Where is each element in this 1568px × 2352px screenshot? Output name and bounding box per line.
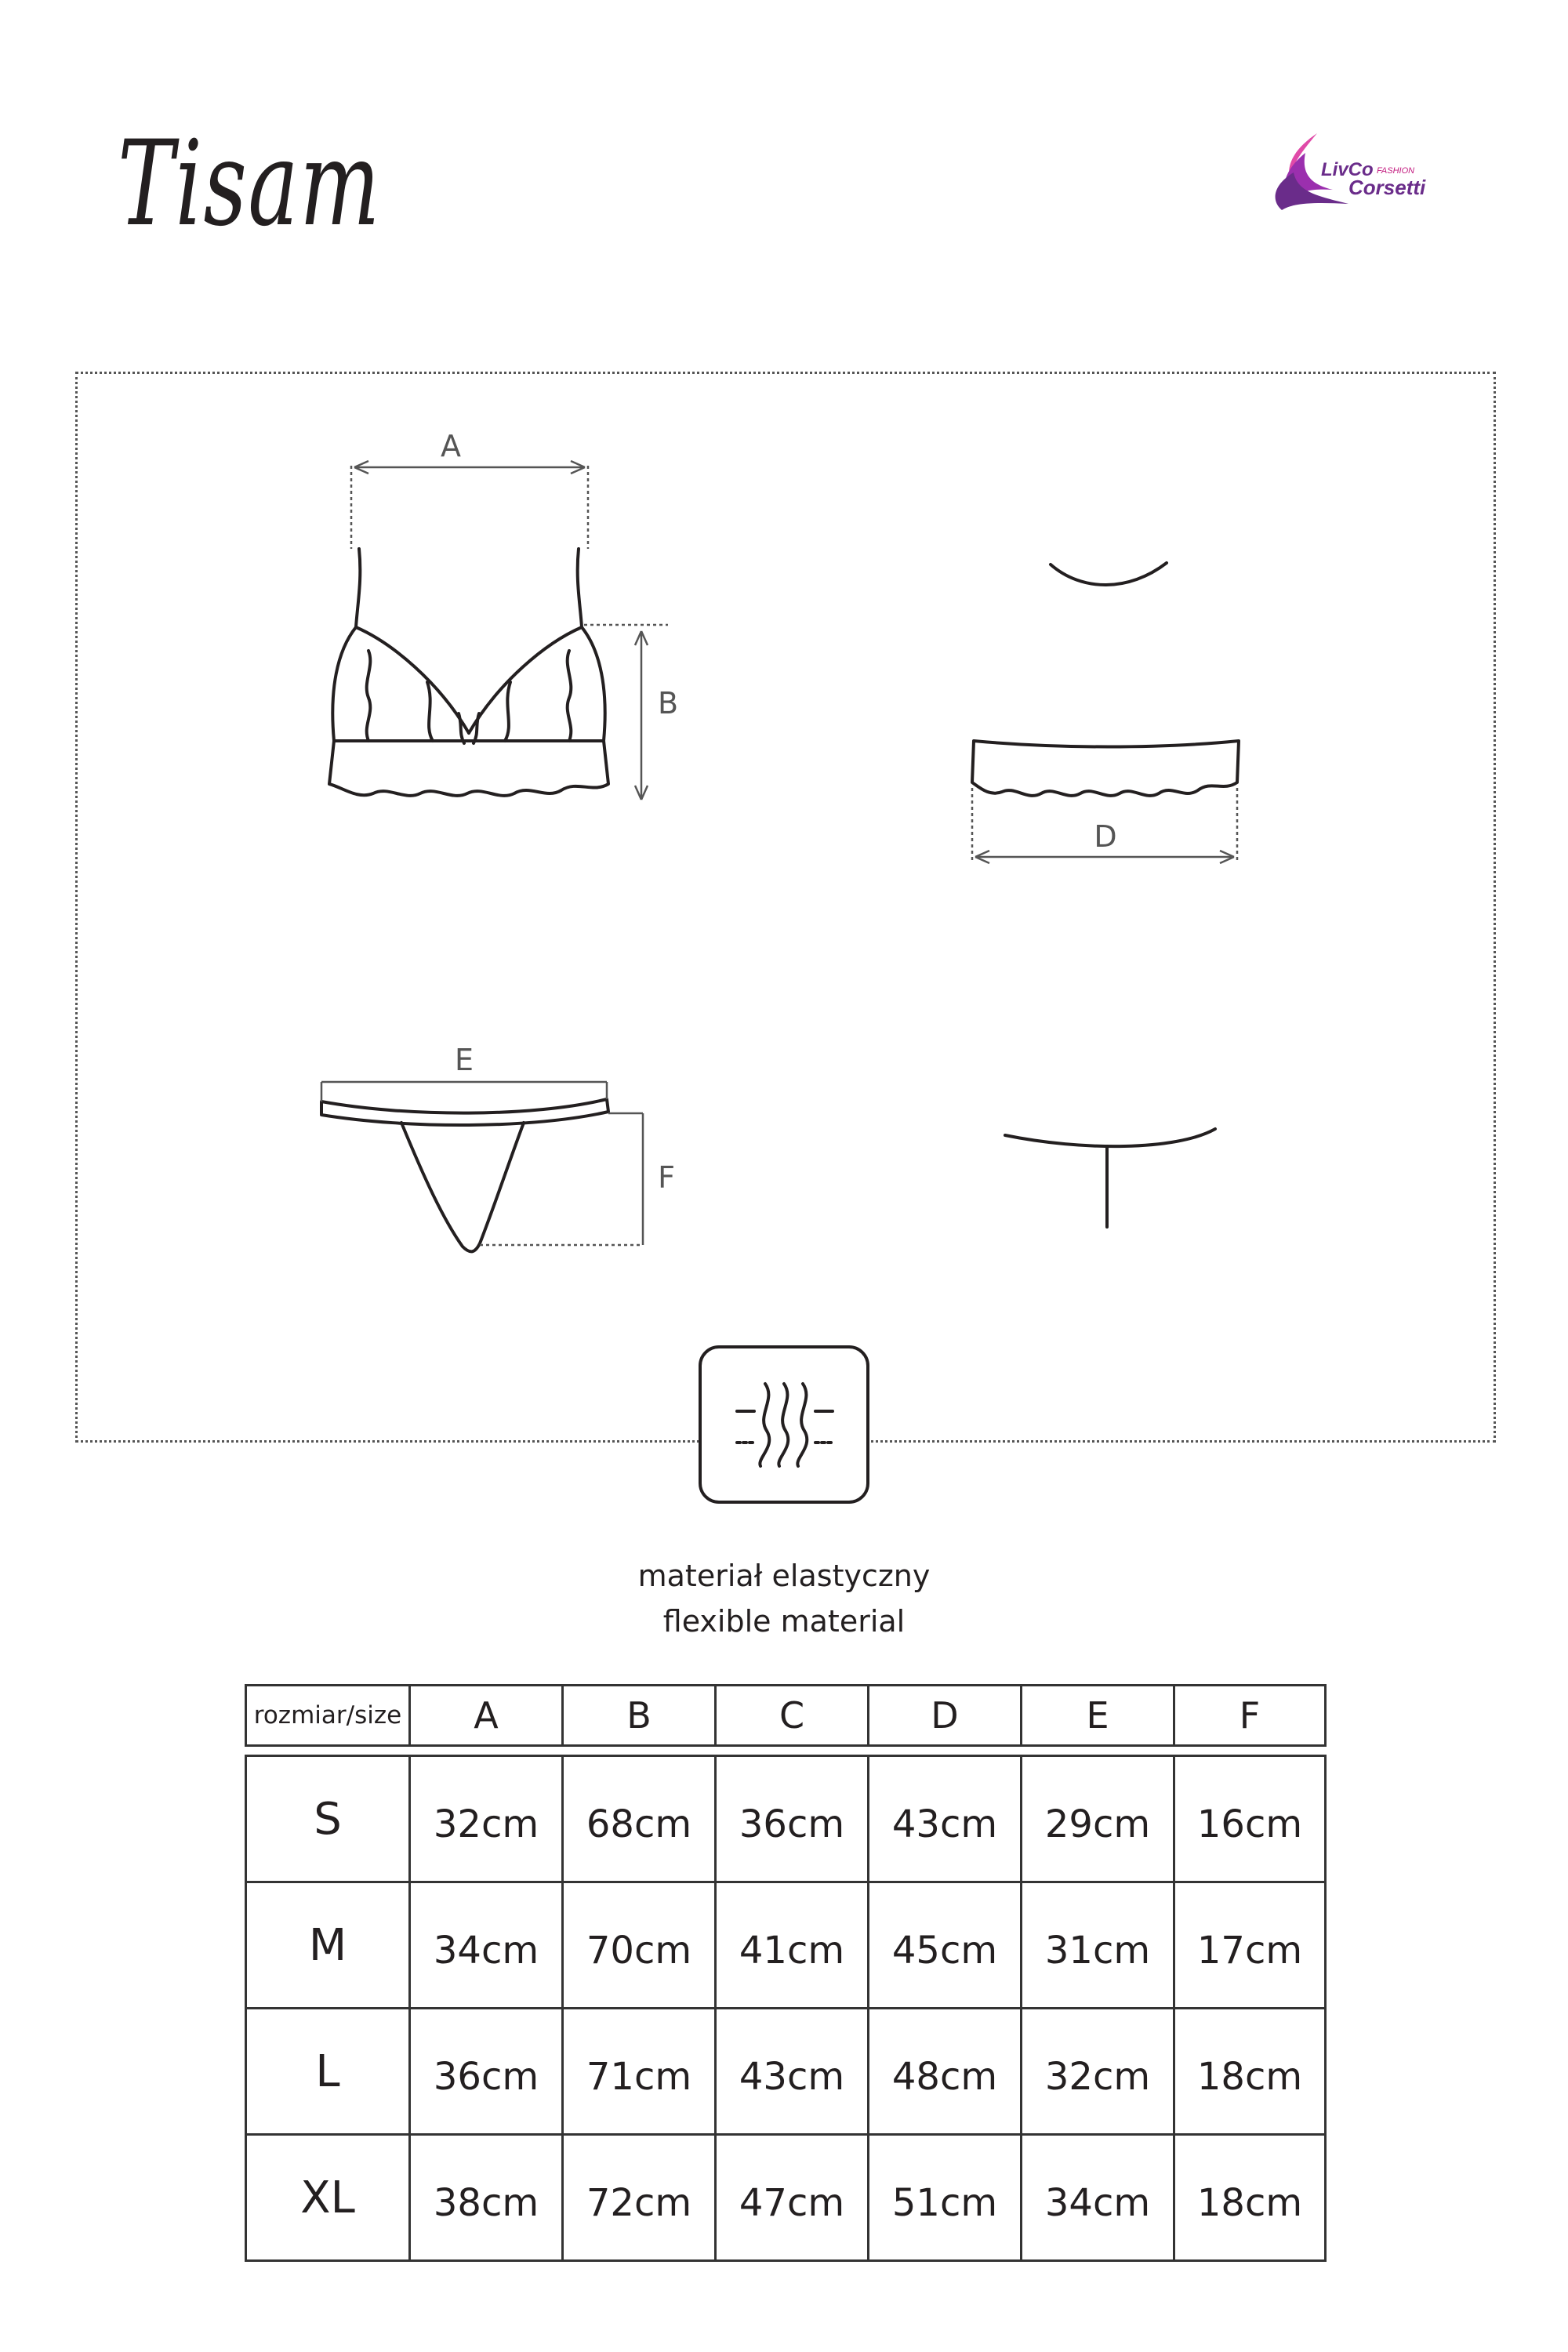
stretch-material-icon <box>700 1347 868 1502</box>
table-row <box>245 2136 1327 2262</box>
label-b: B <box>657 686 679 720</box>
header-col-d: D <box>869 1684 1022 1747</box>
table-cell: 34cm <box>411 1883 564 2009</box>
size-label: L <box>245 2009 411 2136</box>
size-label: M <box>245 1883 411 2009</box>
table-cell: 45cm <box>869 1883 1022 2009</box>
table-cell: 48cm <box>869 2009 1022 2136</box>
table-cell: 71cm <box>564 2009 717 2136</box>
table-cell: 17cm <box>1175 1883 1327 2009</box>
product-title: Tisam <box>118 116 382 252</box>
table-cell: 70cm <box>564 1883 717 2009</box>
thong-front-drawing <box>321 1099 608 1251</box>
table-cell: 18cm <box>1175 2136 1327 2262</box>
table-cell: 29cm <box>1022 1755 1175 1883</box>
table-cell: 34cm <box>1022 2136 1175 2262</box>
size-table <box>245 1684 1327 2262</box>
header-col-b: B <box>564 1684 717 1747</box>
table-cell: 51cm <box>869 2136 1022 2262</box>
table-cell: 18cm <box>1175 2009 1327 2136</box>
thong-back-drawing <box>1005 1129 1215 1227</box>
size-label: XL <box>245 2136 411 2262</box>
header-col-e: E <box>1022 1684 1175 1747</box>
header-col-c: C <box>717 1684 869 1747</box>
label-e: E <box>454 1043 474 1077</box>
bra-front-drawing <box>329 549 608 796</box>
brand-name-livco: LivCo <box>1321 159 1374 180</box>
label-d: D <box>1094 819 1117 854</box>
table-cell: 31cm <box>1022 1883 1175 2009</box>
table-row <box>245 2009 1327 2136</box>
header-col-f: F <box>1175 1684 1327 1747</box>
table-cell: 36cm <box>411 2009 564 2136</box>
table-cell: 43cm <box>869 1755 1022 1883</box>
bra-back-drawing <box>972 563 1239 796</box>
table-cell: 47cm <box>717 2136 869 2262</box>
brand-name-fashion: FASHION <box>1377 166 1415 176</box>
brand-name-corsetti: Corsetti <box>1348 176 1426 199</box>
label-f: F <box>658 1160 675 1195</box>
size-table-header <box>245 1684 1327 1747</box>
table-cell: 32cm <box>1022 2009 1175 2136</box>
table-cell: 32cm <box>411 1755 564 1883</box>
header-col-a: A <box>411 1684 564 1747</box>
table-cell: 36cm <box>717 1755 869 1883</box>
header-size-label: rozmiar/size <box>245 1684 411 1747</box>
table-cell: 72cm <box>564 2136 717 2262</box>
label-a: A <box>441 429 461 463</box>
table-row <box>245 1883 1327 2009</box>
size-label: S <box>245 1755 411 1883</box>
material-polish: materiał elastyczny <box>637 1559 931 1593</box>
table-cell: 43cm <box>717 2009 869 2136</box>
table-cell: 68cm <box>564 1755 717 1883</box>
table-cell: 38cm <box>411 2136 564 2262</box>
table-cell: 41cm <box>717 1883 869 2009</box>
table-row <box>245 1755 1327 1883</box>
table-cell: 16cm <box>1175 1755 1327 1883</box>
material-english: flexible material <box>662 1604 906 1639</box>
